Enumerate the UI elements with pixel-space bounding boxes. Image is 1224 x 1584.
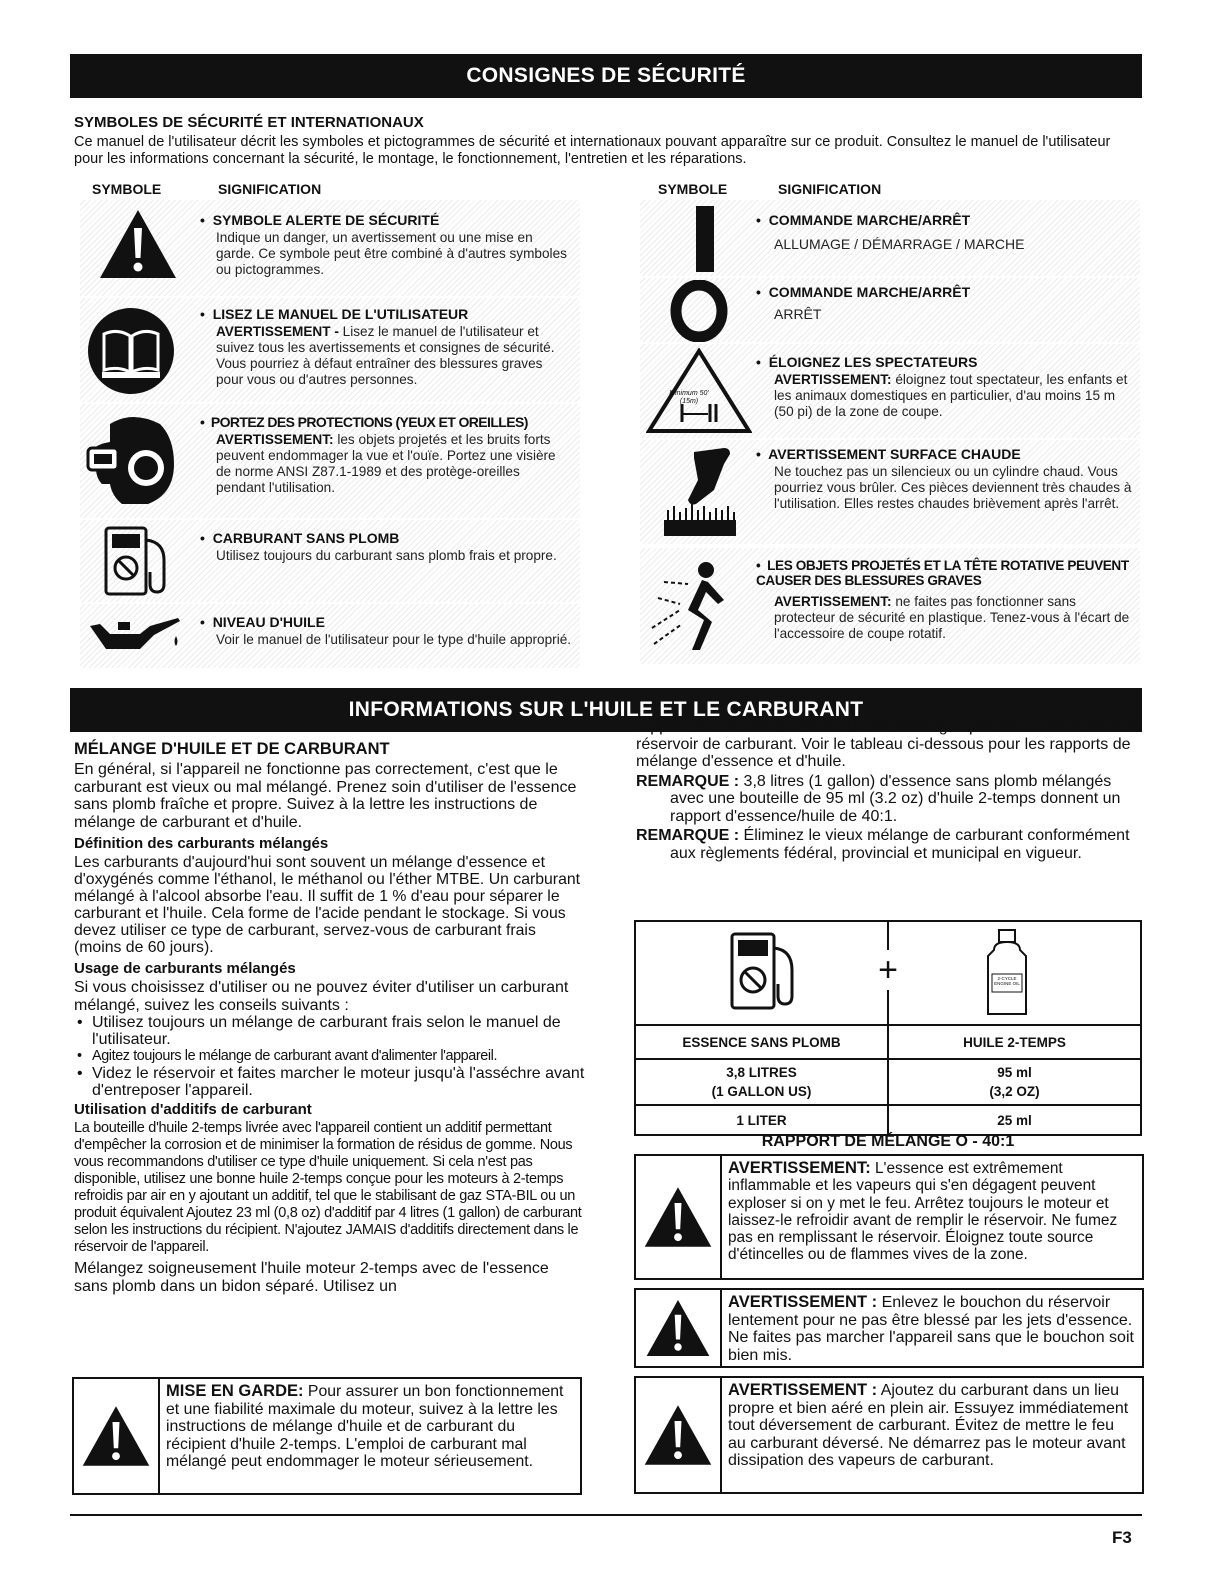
warning-lead: AVERTISSEMENT : bbox=[728, 1381, 878, 1399]
table-cell: 95 ml bbox=[888, 1059, 1141, 1082]
footer-rule bbox=[70, 1514, 1142, 1516]
oil-bottle-label: 2-CYCLE ENGINE OIL bbox=[994, 976, 1020, 986]
mix-paragraph: En général, si l'appareil ne fonctionne pas correctement, c'est que le carburant est vieux ou mal mélangé. Prenez soin d'utiliser de l'essence sans plomb fraîche et propre. Suivez à la lettre les instructions de mélange de carburant et d'huile. bbox=[74, 761, 577, 831]
def-paragraph: Les carburants d'aujourd'hui sont souvent un mélange d'essence et d'oxygénés comme l'éthanol, le méthanol ou l'éther MTBE. Un carburant mélangé à l'alcool absorbe l'eau. Il suffit de 1 % d'eau pour séparer le carburant et l'huile. Cela forme de l'acide pendant le stockage. Si vous devez utiliser ce type de carburant, servez-vous de carburant frais (moins de 60 jours). bbox=[74, 854, 581, 956]
table-header: HUILE 2-TEMPS bbox=[888, 1025, 1141, 1059]
eye-ear-protection-icon bbox=[82, 414, 182, 510]
symbol-row-off: • COMMANDE MARCHE/ARRÊT ARRÊT bbox=[640, 278, 1140, 342]
warning-text: Ajoutez du carburant dans un lieu propre et bien aéré en plein air. Essuyez immédiatement tout déversement de carburant. Évitez de mettre le feu au carburant déversé. Ne démarrez pas le moteur avant dissipation des vapeurs de carburant. bbox=[728, 1382, 1129, 1469]
ratio-caption: RAPPORT DE MÉLANGE O - 40:1 bbox=[761, 1133, 1015, 1150]
warning-box-2 bbox=[634, 1288, 1144, 1368]
symbol-title: ÉLOIGNEZ LES SPECTATEURS bbox=[768, 354, 978, 370]
symbol-row-on: • COMMANDE MARCHE/ARRÊT ALLUMAGE / DÉMARRAGE / MARCHE bbox=[640, 200, 1140, 276]
mix-heading: MÉLANGE D'HUILE ET DE CARBURANT bbox=[74, 740, 390, 758]
col-signification-right: SIGNIFICATION bbox=[778, 181, 882, 197]
col-symbole-left: SYMBOLE bbox=[92, 181, 162, 197]
warning-triangle-icon bbox=[645, 1298, 711, 1358]
symbol-desc: ARRÊT bbox=[774, 306, 822, 322]
section-banner-safety: CONSIGNES DE SÉCURITÉ bbox=[70, 54, 1142, 98]
unleaded-fuel-pump-icon bbox=[728, 930, 800, 1012]
off-switch-icon bbox=[668, 280, 730, 342]
symbol-row-alert: • SYMBOLE ALERTE DE SÉCURITÉ Indique un danger, un avertissement ou une mise en garde. Ce symbole peut être combiné à d'autres symboles ou pictogrammes. bbox=[80, 200, 580, 296]
unleaded-fuel-pump-icon bbox=[102, 524, 174, 598]
list-item: • Videz le réservoir et faites marcher le moteur jusqu'à l'asséchre avant d'entreposer l'appareil. bbox=[92, 1065, 586, 1099]
ratio-paragraph: rapport 40:1 d'essence/huile. Ne les mélangez pas directement dans le réservoir de carburant. Voir le tableau ci-dessous pour les rapports de mélange d'essence et d'huile. bbox=[636, 718, 1139, 770]
warning-box-3 bbox=[634, 1376, 1144, 1494]
warning-lead: AVERTISSEMENT: bbox=[728, 1159, 871, 1177]
symbol-desc: Indique un danger, un avertissement ou une mise en garde. Ce symbole peut être combiné à d'autres symboles ou pictogrammes. bbox=[216, 230, 567, 277]
mix-paragraph-2: Mélangez soigneusement l'huile moteur 2-temps avec de l'essence sans plomb dans un bidon séparé. Utilisez un bbox=[74, 1260, 549, 1295]
plus-sign: + bbox=[868, 950, 908, 990]
symbol-desc: Lisez le manuel de l'utilisateur et suivez tous les avertissements et consignes de sécurité. Vous pourriez à défaut entraîner des blessures graves pour vous ou d'autres personnes. bbox=[216, 324, 555, 387]
symbol-desc: Voir le manuel de l'utilisateur pour le type d'huile approprié. bbox=[216, 632, 572, 647]
col-symbole-right: SYMBOLE bbox=[658, 181, 728, 197]
note-text: 3,8 litres (1 gallon) d'essence sans plomb mélangés avec une bouteille de 95 ml (3.2 oz) d'huile 2-temps donnent un rapport d'essence/huile de 40:1. bbox=[670, 772, 1121, 825]
symbol-title: LES OBJETS PROJETÉS ET LA TÊTE ROTATIVE PEUVENT CAUSER DES BLESSURES GRAVES bbox=[756, 558, 1129, 588]
symbol-row-manual: • LISEZ LE MANUEL DE L'UTILISATEUR AVERTISSEMENT - Lisez le manuel de l'utilisateur et suivez tous les avertissements et consignes de sécurité. Vous pourriez à défaut entraîner des blessures graves pour vous ou d'autres personnes. bbox=[80, 298, 580, 402]
caution-lead: MISE EN GARDE: bbox=[166, 1382, 304, 1400]
symbol-row-oil: • NIVEAU D'HUILE Voir le manuel de l'utilisateur pour le type d'huile approprié. bbox=[80, 604, 580, 668]
usage-paragraph: Si vous choisissez d'utiliser ou ne pouvez éviter d'utiliser un carburant mélangé, suivez les conseils suivants : bbox=[74, 979, 569, 1014]
symbol-row-protection: • PORTEZ DES PROTECTIONS (YEUX ET OREILLES) AVERTISSEMENT: les objets projetés et les bruits forts peuvent endommager la vue et l'ouïe. Portez une visière de norme ANSI Z87.1-1989 et des protège-oreilles pendant l'utilisation. bbox=[80, 404, 580, 518]
oil-can-icon bbox=[88, 612, 184, 656]
symbol-title: CARBURANT SANS PLOMB bbox=[212, 530, 400, 546]
symbol-title: PORTEZ DES PROTECTIONS (YEUX ET OREILLES) bbox=[210, 414, 528, 430]
hot-surface-icon bbox=[660, 446, 740, 538]
mix-table bbox=[634, 1024, 1142, 1136]
note-label: REMARQUE : bbox=[636, 772, 740, 790]
warning-lead: AVERTISSEMENT : bbox=[728, 1293, 878, 1311]
read-manual-icon bbox=[86, 306, 176, 396]
usage-list bbox=[74, 1014, 586, 1099]
list-item: • Agitez toujours le mélange de carburant avant d'alimenter l'appareil. bbox=[92, 1048, 586, 1065]
symbol-lead: AVERTISSEMENT: bbox=[774, 372, 892, 387]
caution-icon-cell bbox=[74, 1379, 160, 1493]
caution-text: Pour assurer un bon fonctionnement et une fiabilité maximale du moteur, suivez à la lettre les instructions de mélange d'huile et de carburant du récipient d'huile 2-temps. L'emploi de carburant mal mélangé peut endommager le moteur sérieusement. bbox=[166, 1383, 564, 1470]
symbol-desc: ALLUMAGE / DÉMARRAGE / MARCHE bbox=[774, 236, 1025, 252]
usage-heading: Usage de carburants mélangés bbox=[74, 960, 296, 977]
table-cell: 1 LITER bbox=[635, 1105, 888, 1135]
table-cell: 25 ml bbox=[888, 1105, 1141, 1135]
symbol-desc: Ne touchez pas un silencieux ou un cylindre chaud. Vous pourriez vous brûler. Ces pièces deviennent très chaudes à l'utilisation. Elles restes chaudes brièvement après l'arrêt. bbox=[774, 464, 1132, 511]
mix-illustration bbox=[634, 920, 1142, 1026]
symbol-lead: AVERTISSEMENT - bbox=[216, 324, 339, 339]
left-column bbox=[74, 740, 586, 1295]
symbol-title: SYMBOLE ALERTE DE SÉCURITÉ bbox=[212, 212, 440, 228]
warning-box-1 bbox=[634, 1154, 1144, 1280]
symbol-lead: AVERTISSEMENT: bbox=[216, 432, 334, 447]
symbol-desc: éloignez tout spectateur, les enfants et les animaux domestiques en particulier, d'au moins 15 m (50 pi) de la zone de coupe. bbox=[774, 372, 1128, 419]
symbol-desc: Utilisez toujours du carburant sans plomb frais et propre. bbox=[216, 548, 557, 563]
symbol-row-hot-surface: • AVERTISSEMENT SURFACE CHAUDE Ne touchez pas un silencieux ou un cylindre chaud. Vous pourriez vous brûler. Ces pièces deviennent très chaudes à l'utilisation. Elles restes chaudes brièvement après l'arrêt. bbox=[640, 440, 1140, 544]
note-2 bbox=[636, 827, 1142, 862]
warning-triangle-icon bbox=[81, 1404, 151, 1468]
table-cell: (1 GALLON US) bbox=[635, 1082, 888, 1105]
on-switch-icon bbox=[690, 204, 720, 274]
symbol-title: COMMANDE MARCHE/ARRÊT bbox=[768, 212, 971, 228]
warning-triangle-icon bbox=[643, 1403, 713, 1467]
warning-text: Enlevez le bouchon du réservoir lentement pour ne pas être blessé par les jets d'essence. Ne faites pas marcher l'appareil sans que le bouchon soit bien mis. bbox=[728, 1294, 1134, 1364]
table-cell: (3,2 OZ) bbox=[888, 1082, 1141, 1105]
def-heading: Définition des carburants mélangés bbox=[74, 835, 329, 852]
symbol-row-thrown-objects: • LES OBJETS PROJETÉS ET LA TÊTE ROTATIVE PEUVENT CAUSER DES BLESSURES GRAVES AVERTISSEMENT: ne faites pas fonctionner sans protecteur de sécurité en plastique. Tenez-vous à l'écart de l'accessoire de coupe rotatif. bbox=[640, 548, 1140, 664]
list-item: • Utilisez toujours un mélange de carburant frais selon le manuel de l'utilisateur. bbox=[92, 1014, 586, 1048]
note-text: Éliminez le vieux mélange de carburant conformément aux règlements fédéral, provincial et municipal en vigueur. bbox=[670, 827, 1130, 862]
note-label: REMARQUE : bbox=[636, 827, 740, 844]
note-1 bbox=[636, 773, 1142, 826]
bystander-sign-text: Minimum 50' (15m) bbox=[669, 390, 709, 405]
symbols-intro: Ce manuel de l'utilisateur décrit les symboles et pictogrammes de sécurité et internationaux pouvant apparaître sur ce produit. Consultez le manuel de l'utilisateur pour les informations concernant la sécurité, le montage, le fonctionnement, l'entretien et les réparations. bbox=[74, 134, 1111, 167]
symbol-title: COMMANDE MARCHE/ARRÊT bbox=[768, 284, 971, 300]
thrown-objects-icon bbox=[650, 558, 750, 658]
warning-text: L'essence est extrêmement inflammable et les vapeurs qui s'en dégagent peuvent exploser si on y met le feu. Arrêtez toujours le moteur et laissez-le refroidir avant de remplir le réservoir. Ne fumez pas en remplissant le réservoir. Éloignez toute source d'étincelles ou de flammes vives de la zone. bbox=[728, 1160, 1118, 1264]
symbol-row-fuel: • CARBURANT SANS PLOMB Utilisez toujours du carburant sans plomb frais et propre. bbox=[80, 520, 580, 602]
table-header: ESSENCE SANS PLOMB bbox=[635, 1025, 888, 1059]
section-banner-oil-fuel: INFORMATIONS SUR L'HUILE ET LE CARBURANT bbox=[70, 688, 1142, 732]
symbol-lead: AVERTISSEMENT: bbox=[774, 594, 892, 609]
symbol-title: LISEZ LE MANUEL DE L'UTILISATEUR bbox=[212, 306, 469, 322]
table-cell: 3,8 LITRES bbox=[635, 1059, 888, 1082]
symbol-row-bystanders: Minimum 50' (15m) • ÉLOIGNEZ LES SPECTATEURS AVERTISSEMENT: éloignez tout spectateur, les enfants et les animaux domestiques en particulier, d'au moins 15 m (50 pi) de la zone de coupe. bbox=[640, 344, 1140, 438]
symbols-heading: SYMBOLES DE SÉCURITÉ ET INTERNATIONAUX bbox=[74, 114, 424, 131]
caution-box bbox=[72, 1377, 582, 1495]
additive-heading: Utilisation d'additifs de carburant bbox=[74, 1101, 312, 1118]
page-number: F3 bbox=[1112, 1528, 1132, 1547]
additive-paragraph: La bouteille d'huile 2-temps livrée avec l'appareil contient un additif permettant d'empêcher la corrosion et de minimiser la formation de résidus de gomme. Nous vous recommandons d'utiliser ce type d'huile uniquement. Si cela n'est pas disponible, utilisez une bonne huile 2-temps conçue pour les moteurs à 2-temps refroidis par air en y ajoutant un additif, tel que le stabilisant de gaz STA-BIL ou un produit équivalent Ajoutez 23 ml (0,8 oz) d'additif par 4 litres (1 gallon) de carburant selon les instructions du récipient. N'ajoutez JAMAIS d'additifs directement dans le réservoir de l'appareil. bbox=[74, 1120, 582, 1255]
right-column bbox=[636, 718, 1142, 862]
symbol-desc: les objets projetés et les bruits forts peuvent endommager la vue et l'ouïe. Portez une visière de norme ANSI Z87.1-1989 et des protège-oreilles pendant l'utilisation. bbox=[216, 432, 556, 495]
symbol-title: NIVEAU D'HUILE bbox=[212, 614, 325, 630]
oil-bottle-icon bbox=[982, 928, 1032, 1018]
symbol-desc: ne faites pas fonctionner sans protecteur de sécurité en plastique. Tenez-vous à l'écart de l'accessoire de coupe rotatif. bbox=[774, 594, 1130, 641]
safety-alert-triangle-icon bbox=[98, 208, 178, 280]
col-signification-left: SIGNIFICATION bbox=[218, 181, 322, 197]
warning-triangle-icon bbox=[643, 1185, 713, 1249]
symbol-title: AVERTISSEMENT SURFACE CHAUDE bbox=[768, 446, 1021, 462]
